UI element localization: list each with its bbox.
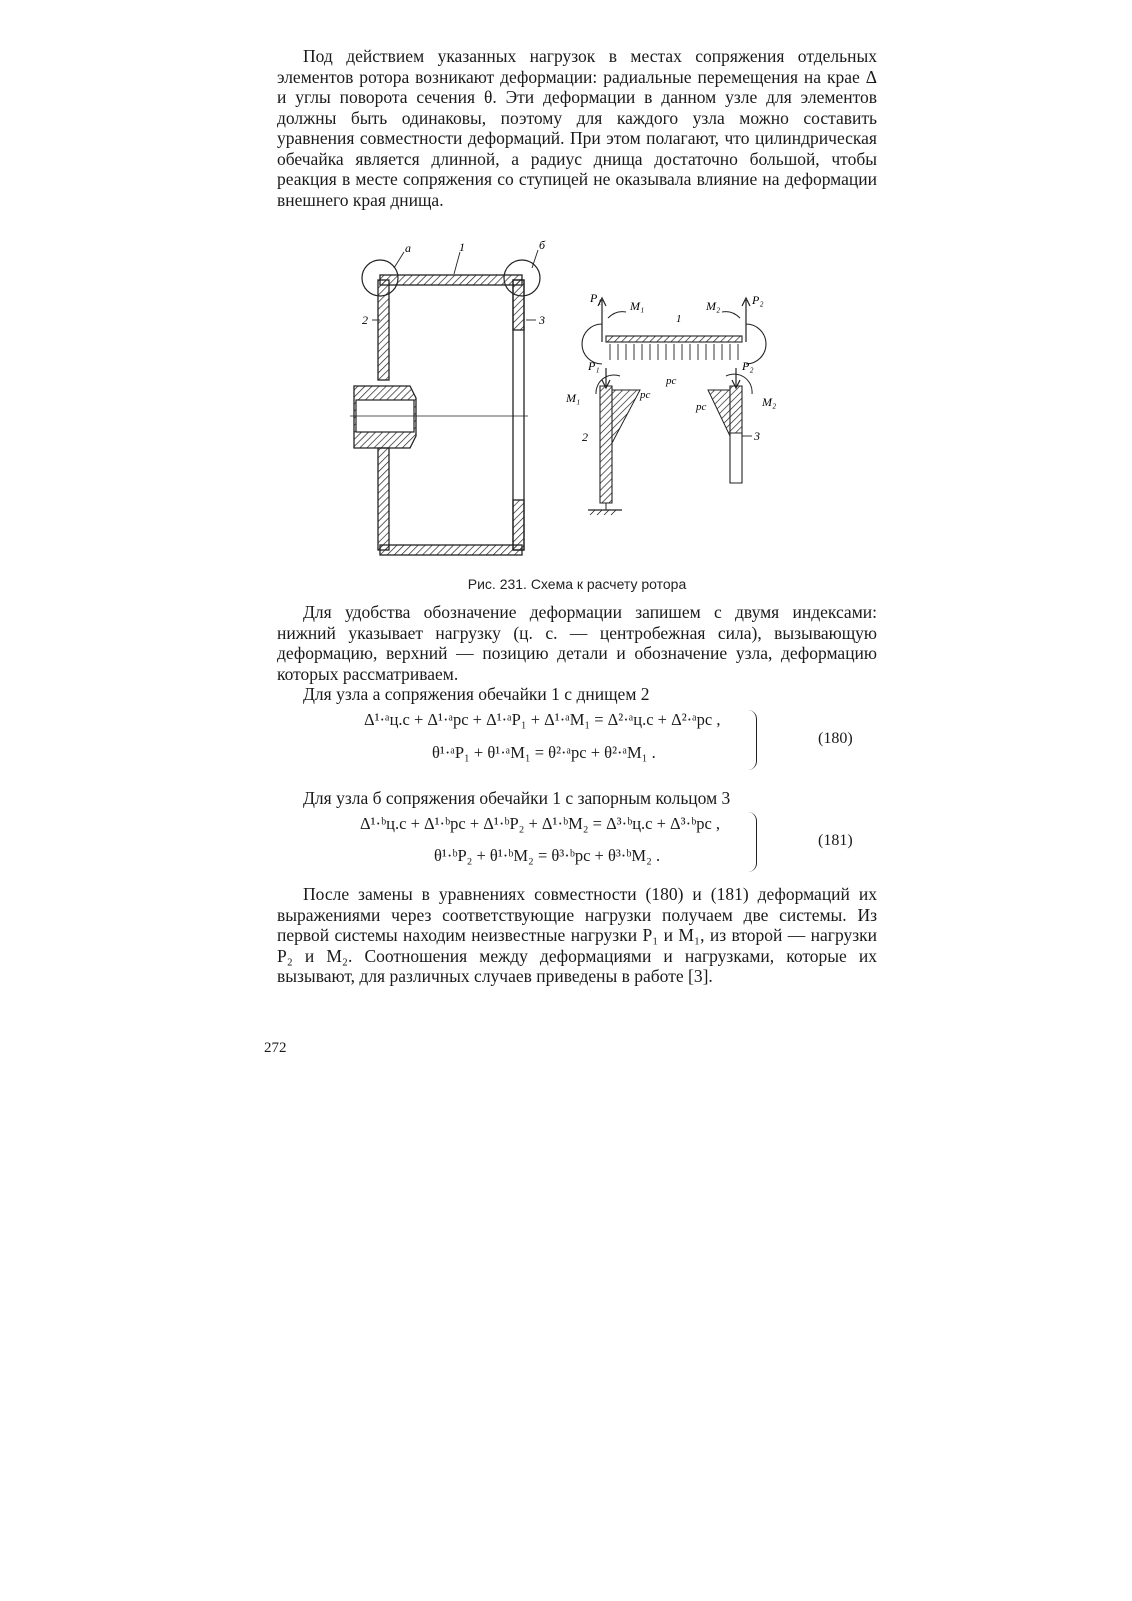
- equation-180-brace: [748, 710, 757, 770]
- equation-180-line-2: θ¹·ᵃP₁ + θ¹·ᵃM₁ = θ²·ᵃpc + θ²·ᵃM₁ .: [432, 743, 656, 762]
- node-a-lead: Для узла а сопряжения обечайки 1 с днищем 2: [303, 684, 650, 704]
- equation-181-brace: [748, 812, 757, 872]
- bottom-free-body: [588, 368, 640, 515]
- equation-number-180: (180): [818, 730, 853, 747]
- label-force-p1: P₁: [588, 359, 600, 373]
- figure-rotor-scheme: [350, 238, 820, 568]
- label-bottom-2-free-body: 2: [582, 430, 588, 444]
- label-node-a: а: [405, 241, 411, 255]
- label-force-p2-top: P₂: [752, 293, 764, 307]
- label-pc-middle: pc: [666, 375, 677, 387]
- label-moment-m2: M₂: [762, 395, 777, 409]
- rotor-section: [350, 250, 540, 555]
- equation-180-line-1: Δ¹·ᵃц.с + Δ¹·ᵃpc + Δ¹·ᵃP₁ + Δ¹·ᵃM₁ = Δ²·ᵃц.с + Δ²·ᵃpc ,: [364, 710, 721, 729]
- label-bottom-2: 2: [362, 313, 368, 327]
- page-number: 272: [264, 1040, 287, 1056]
- label-moment-m1: M₁: [566, 391, 581, 405]
- label-ring-3: 3: [539, 313, 545, 327]
- label-shell-1: 1: [459, 240, 465, 254]
- ring-free-body: [708, 368, 752, 483]
- label-force-p1-top: P₁: [590, 291, 602, 305]
- paragraph-after: После замены в уравнениях совместности (180) и (181) деформаций их выражениями через соответствующие нагрузки получаем две системы. Из первой системы находим неизвестные нагрузки P₁ и M₁, из второй — нагрузки P₂ и M₂. Соотношения между деформациями и нагрузками, которые их вызывают, для различных случаев приведены в работе [3].: [277, 884, 877, 986]
- figure-caption: Рис. 231. Схема к расчету ротора: [467, 576, 687, 592]
- label-moment-m2-top: M₂: [706, 299, 721, 313]
- label-node-b: б: [539, 238, 546, 252]
- label-shell-1-free-body: 1: [676, 313, 682, 325]
- label-pc-left: pc: [640, 389, 651, 401]
- label-force-p2: P₂: [742, 359, 754, 373]
- label-moment-m1-top: M₁: [630, 299, 645, 313]
- equation-181-line-2: θ¹·ᵇP₂ + θ¹·ᵇM₂ = θ³·ᵇpc + θ³·ᵇM₂ .: [434, 846, 661, 865]
- paragraph-notation: Для удобства обозначение деформации запишем с двумя индексами: нижний указывает нагрузку (ц. с. — центробежная сила), вызывающую деформацию, верхний — позицию детали и обозначение узла, деформацию которых рассматриваем.: [277, 602, 877, 684]
- label-pc-right: pc: [696, 401, 707, 413]
- paragraph-intro: Под действием указанных нагрузок в местах сопряжения отдельных элементов ротора возникают деформации: радиальные перемещения на крае Δ и углы поворота сечения θ. Эти деформации в данном узле для элементов должны быть одинаковы, поэтому для каждого узла можно составить уравнения совместности деформаций. При этом полагают, что цилиндрическая обечайка является длинной, а радиус днища достаточно большой, чтобы реакция в месте сопряжения со ступицей не оказывала влияние на деформации внешнего края днища.: [277, 46, 877, 210]
- shell-free-body: [582, 298, 766, 364]
- node-b-lead: Для узла б сопряжения обечайки 1 с запорным кольцом 3: [303, 788, 731, 808]
- equation-number-181: (181): [818, 832, 853, 849]
- equation-181-line-1: Δ¹·ᵇц.с + Δ¹·ᵇpc + Δ¹·ᵇP₂ + Δ¹·ᵇM₂ = Δ³·ᵇц.с + Δ³·ᵇpc ,: [360, 814, 721, 833]
- label-ring-3-free-body: 3: [754, 429, 760, 443]
